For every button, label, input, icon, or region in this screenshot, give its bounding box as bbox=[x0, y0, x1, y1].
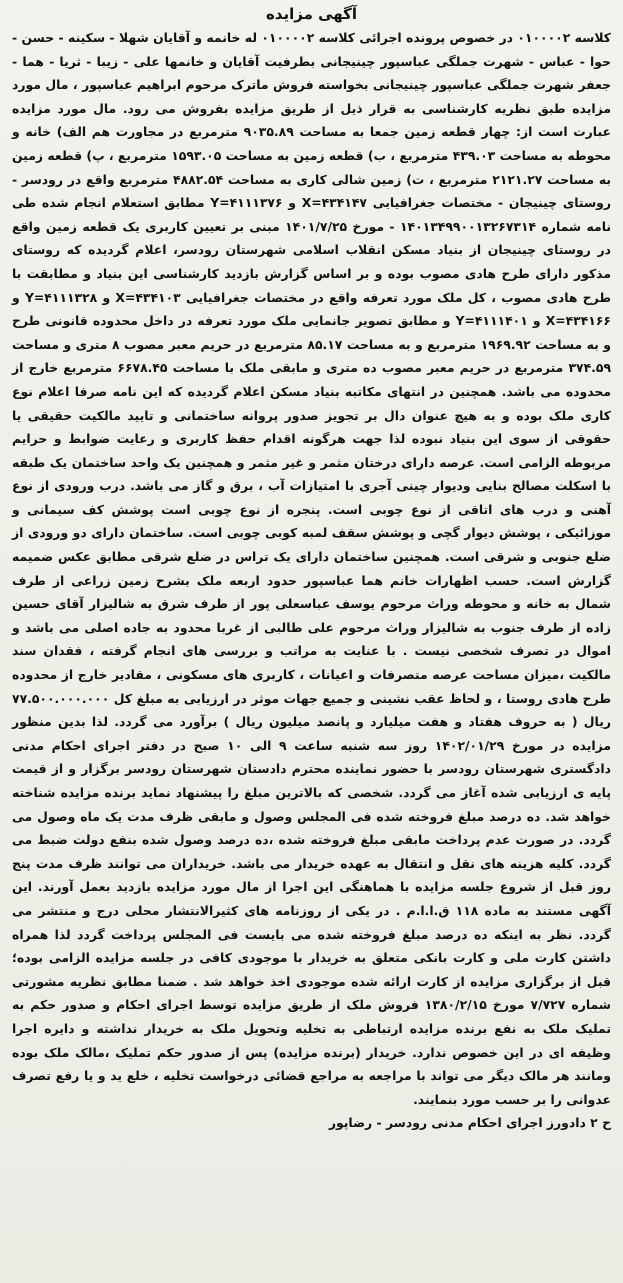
notice-title: آگهی مزایده bbox=[265, 5, 358, 23]
notice-signature: ح ۲ دادورز اجرای احکام مدنی رودسر - رضاپور bbox=[328, 1115, 611, 1131]
notice-body: کلاسه ۰۱۰۰۰۰۲ در خصوص پرونده اجرائی کلاسه ۰۱۰۰۰۰۲ له خانمه و آقایان شهلا - سکینه - حسن - حوا - عباس - شهرت جملگی عباسپور چینیجانی بطرفیت آقایان و خانمها علی - زیبا - ثریا - هما - جعفر شهرت جملگی عباسپور چینیجانی بخواسته فروش ماترک مرحوم ابراهیم عباسپور ، مال مورد مزایده طبق نظریه کارشناسی به قرار ذیل از طریق مزایده بفروش می رود. مال مورد مزایده عبارت است از: چهار قطعه زمین جمعا به مساحت ۹۰۳۵.۸۹ مترمربع در مجاورت هم الف) خانه و محوطه به مساحت ۴۳۹.۰۳ مترمربع ، ب) قطعه زمین به مساحت ۱۵۹۳.۰۵ مترمربع ، پ) قطعه زمین به مساحت ۲۱۲۱.۲۷ مترمربع ، ت) زمین شالی کاری به مساحت ۴۸۸۲.۵۴ مترمربع واقع در رودسر - روستای چینیجان - مختصات جغرافیایی X=۴۳۴۱۴۷ و Y=۴۱۱۱۳۷۶ مطابق استعلام انجام شده طی نامه شماره ۱۴۰۱۳۴۹۹۰۰۱۳۲۶۷۳۱۴ - مورخ ۱۴۰۱/۷/۲۵ مبنی بر تعیین کاربری یک قطعه زمین واقع در روستای چینیجان از بنیاد مسکن انقلاب اسلامی شهرستان رودسر، اعلام گردیده که روستای مذکور دارای طرح هادی مصوب بوده و بر اساس گزارش بازدید کارشناسی این بنیاد و مطابقت با طرح هادی مصوب ، کل ملک مورد تعرفه واقع در مختصات جغرافیایی X=۴۳۴۱۰۳ و Y=۴۱۱۱۳۲۸ و X=۴۳۴۱۶۶ و Y=۴۱۱۱۴۰۱ و مطابق تصویر جانمایی ملک مورد تعرفه در داخل محدوده قانونی طرح و به مساحت ۱۹۶۹.۹۲ مترمربع و به مساحت ۸۵.۱۷ مترمربع در حریم معبر مصوب ۸ متری و مساحت ۳۷۴.۵۹ مترمربع در حریم معبر مصوب ده متری و مابقی ملک با مساحت ۶۶۷۸.۴۵ مترمربع خارج از محدوده می باشد. همچنین در انتهای مکاتبه بنیاد مسکن اعلام گردیده که این نامه صرفا اعلام نوع کاری ملک بوده و به هیچ عنوان دال بر تجویز صدور پروانه ساختمانی و تایید مالکیت حقیقی یا حقوقی از سوی این بنیاد نبوده لذا جهت هرگونه اقدام حفظ کاربری و رعایت ضوابط و حرایم مربوطه الزامی است. عرصه دارای درختان مثمر و غیر مثمر و همچنین یک واحد ساختمان یک طبقه با اسکلت مصالح بنایی ودیوار چینی آجری با امتیازات آب ، برق و گاز می باشد. درب ورودی از نوع آهنی و درب های اتاقی از نوع چوبی است. پنجره از نوع چوبی است پوشش کف سیمانی و موزائیکی ، پوشش دیوار گچی و پوشش سقف لمبه کوبی چوبی است. ساختمان دارای دو ورودی از ضلع جنوبی و شرقی است. همچنین ساختمان دارای یک تراس در ضلع شرقی مطابق عکس ضمیمه گزارش است. حسب اظهارات خانم هما عباسپور حدود اربعه ملک بشرح زمین زراعی از طرف شمال به خانه و محوطه وراث مرحوم یوسف عباسعلی پور از طرف شرق به شالیزار آقای حسین زاده از طرف جنوب به شالیزار وراث مرحوم علی طالبی از غربا محدود به جاده اصلی می باشد و اموال در تصرف شخصی نیست . با عنایت به مراتب و بررسی های انجام گرفته ، فقدان سند مالکیت ،میزان مساحت عرصه متصرفات و اعیانات ، کاربری های مسکونی ، مقادیر خارج از محدوده طرح هادی روستا ، و لحاظ عقب نشینی و جمیع جهات موثر در ارزیابی به مبلغ کل ۷۷.۵۰۰.۰۰۰.۰۰۰ ریال ( به حروف هفتاد و هفت میلیارد و پانصد میلیون ریال ) برآورد می گردد. لذا بدین منظور مزایده در مورخ ۱۴۰۲/۰۱/۲۹ روز سه شنبه ساعت ۹ الی ۱۰ صبح در دفتر اجرای احکام مدنی دادگستری شهرستان رودسر با حضور نماینده محترم دادستان شهرستان رودسر برگزار و از قیمت پایه ی ارزیابی شده آغاز می گردد. شخصی که بالاترین مبلغ را پیشنهاد نماید برنده مزایده شناخته خواهد شد. ده درصد مبلغ فروخته شده فی المجلس وصول و مابقی ظرف مدت یک ماه وصول می گردد. در صورت عدم پرداخت مابقی مبلغ فروخته شده ،ده درصد وصول شده بنفع دولت ضبط می گردد. کلیه هزینه های نقل و انتقال به عهده خریدار می باشد. خریداران می توانند ظرف مدت پنج روز قبل از شروع جلسه مزایده با هماهنگی این اجرا از مال مورد مزایده بازدید بعمل آورند. این آگهی مستند به ماده ۱۱۸ ق.ا.ا.م . در یکی از روزنامه های کثیرالانتشار محلی درج و منتشر می گردد. نظر به اینکه ده درصد مبلغ فروخته شده می بایست فی المجلس پرداخت گردد لذا همراه داشتن کارت ملی و کارت بانکی متعلق به خریدار با موجودی کافی در جلسه مزایده الزامی بوده؛ قبل از برگزاری مزایده از کارت ارائه شده موجودی اخذ خواهد شد . ضمنا مطابق نظریه مشورتی شماره ۷/۷۲۷ مورخ ۱۳۸۰/۲/۱۵ فروش ملک از طریق مزایده توسط اجرای احکام و صدور حکم به تملیک ملک به نفع برنده مزایده ارتباطی به تخلیه وتحویل ملک به خریدار نداشته و دایره اجرا وظیفه ای در این خصوص ندارد. خریدار (برنده مزایده) پس از صدور حکم تملیک ،مالک ملک بوده ومانند هر مالک دیگر می تواند با مراجعه به مراجع قضائی درخواست تخلیه ، خلع ید و یا رفع تصرف عدوانی را بر حسب مورد بنمایند. bbox=[12, 30, 612, 1107]
